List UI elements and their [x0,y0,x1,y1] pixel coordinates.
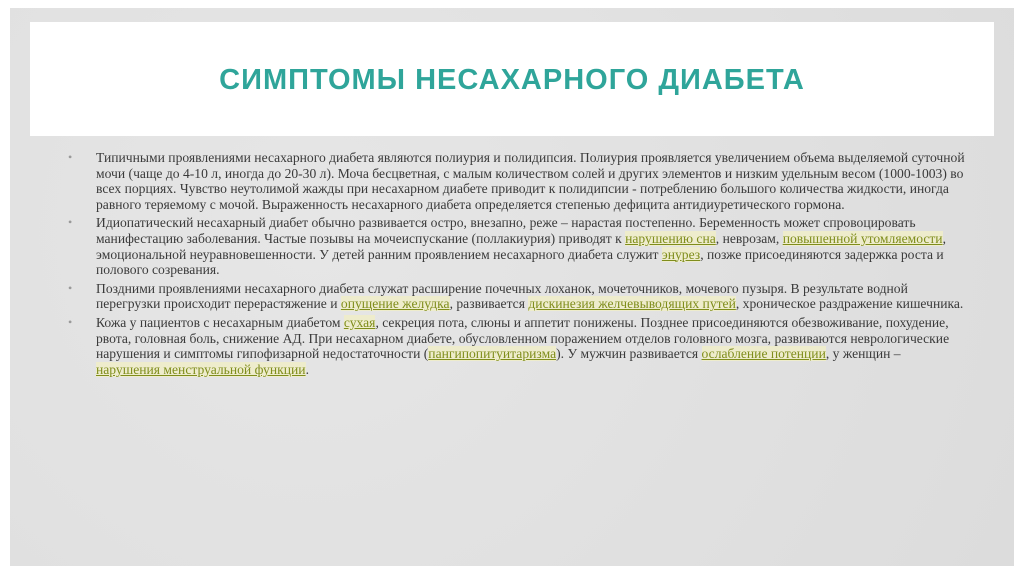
text: , эмоциональной неуравновешенности. У детей ранним проявлением несахарного диабета служит [96,230,946,262]
text: , неврозам, [715,230,783,246]
list-item [68,281,968,312]
link-dry-skin[interactable]: сухая [343,314,376,330]
link-enuresis[interactable]: энурез [661,246,701,262]
link-panhypopituitarism[interactable]: пангипопитуитаризма [428,346,557,362]
list-item [68,315,968,377]
link-potency[interactable]: ослабление потенции [701,346,826,362]
bullet-list [68,150,968,380]
text: Поздними проявлениями несахарного диабета служат расширение почечных лоханок, мочеточников, мочевого пузыря. В результате водной перегрузки происходит перерастяжение и [96,280,908,312]
text: Кожа у пациентов с несахарным диабетом [96,314,344,330]
link-gastroptosis[interactable]: опущение желудка [340,296,450,312]
text: , хроническое раздражение кишечника. [735,296,964,312]
bullet-icon: • [68,314,73,329]
slide-title: СИМПТОМЫ НЕСАХАРНОГО ДИАБЕТА [219,63,805,96]
text: ). У мужчин развивается [556,346,702,362]
bullet-icon: • [68,150,73,164]
text: , позже присоединяются задержка роста и полового созревания. [96,246,944,278]
text: , у женщин – [825,346,901,362]
link-menstrual-disorders[interactable]: нарушения менструальной функции [96,361,306,377]
title-box [30,22,994,136]
bullet-icon: • [68,215,73,230]
text: , развивается [449,296,529,312]
text: . [305,361,309,377]
link-biliary-dyskinesia[interactable]: дискинезия желчевыводящих путей [528,296,736,312]
list-item [68,150,968,212]
text: Идиопатический несахарный диабет обычно развивается остро, внезапно, реже – нарастая постепенно. Беременность может спровоцировать манифестацию заболевания. Частые позывы на мочеиспускание (поллакиурия) приводят к [96,215,916,246]
text: Типичными проявлениями несахарного диабета являются полиурия и полидипсия. Полиурия проявляется увеличением объема выделяемой суточной мочи (чаще до 4-10 л, иногда до 20-30 л). Моча бесцветная, с малым количеством солей и других элементов и низким удельным весом (1000-1003) во всех порциях. Чувство неутолимой жажды при несахарном диабете приводит к полидипсии - потреблению большого количества жидкости, иногда равного теряемому с мочой. Выраженность несахарного диабета определяется степенью дефицита антидиуретического гормона. [96,150,965,212]
link-sleep-disorder[interactable]: нарушению сна [625,230,716,246]
link-fatigue[interactable]: повышенной утомляемости [782,230,943,246]
bullet-icon: • [68,280,73,295]
text: , секреция пота, слюны и аппетит понижены. Позднее присоединяются обезвоживание, похудение, рвота, головная боль, снижение АД. При несахарном диабете, обусловленном поражением отделов головного мозга, развиваются неврологические нарушения и симптомы гипофизарной недостаточности ( [96,314,950,362]
slide [10,8,1014,566]
list-item [68,215,968,277]
